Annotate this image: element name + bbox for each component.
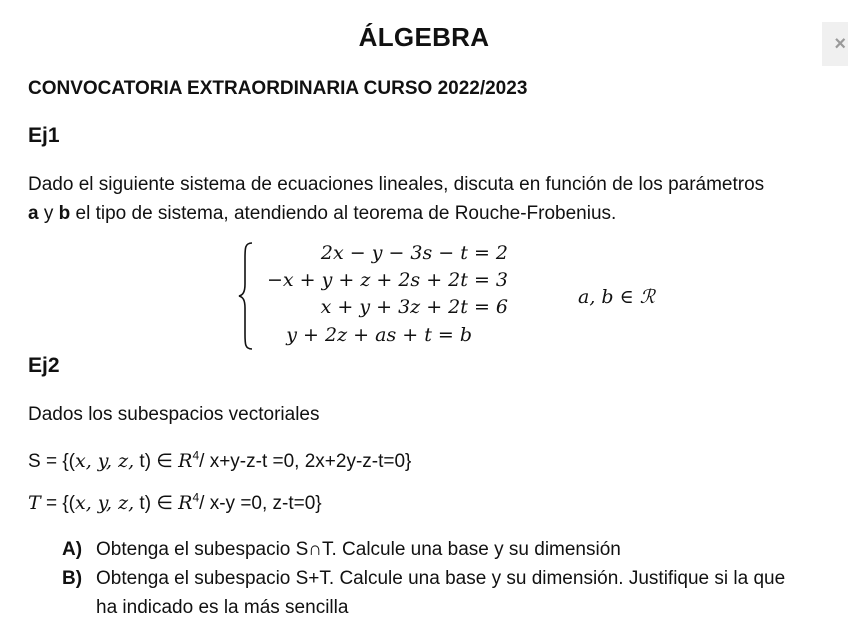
set-t-prefix: = {( xyxy=(40,493,76,514)
ej2-heading: Ej2 xyxy=(28,354,60,377)
text-y: y xyxy=(38,203,59,224)
ej1-paragraph-line1: Dado el siguiente sistema de ecuaciones lineales, discuta en función de los parámetros xyxy=(28,174,765,195)
param-a-bold: a xyxy=(28,203,39,224)
equation-1: 2x − y − 3s − t = 2 xyxy=(320,242,508,264)
set-s-prefix: S = {( xyxy=(28,451,75,472)
ej1-paragraph-line2 xyxy=(28,203,616,225)
equation-4: y + 2z + as + t = b xyxy=(286,324,472,346)
parameter-domain: a, b ∈ ℛ xyxy=(578,286,655,308)
ej1-paragraph-rest: el tipo de sistema, atendiendo al teorema de Rouche-Frobenius. xyxy=(70,203,617,224)
item-text: Obtenga el subespacio S∩T. Calcule una base y su dimensión xyxy=(96,539,621,560)
set-s-definition xyxy=(28,450,411,473)
exam-subtitle: CONVOCATORIA EXTRAORDINARIA CURSO 2022/2023 xyxy=(28,78,528,99)
set-s-vars: x, y, z, xyxy=(75,450,135,472)
set-t-name: T xyxy=(28,492,41,514)
item-label: A) xyxy=(62,539,83,560)
item-text: Obtenga el subespacio S+T. Calcule una base y su dimensión. Justifique si la que xyxy=(96,568,786,589)
page-title: ÁLGEBRA xyxy=(358,22,490,52)
set-t-mid: t) ∈ xyxy=(134,493,179,514)
list-item xyxy=(62,568,785,590)
left-brace-icon xyxy=(238,240,254,352)
set-t-exponent: 4 xyxy=(192,490,200,505)
equation-2: −x + y + z + 2s + 2t = 3 xyxy=(266,269,508,291)
set-t-definition xyxy=(28,492,322,515)
set-s-mid: t) ∈ xyxy=(134,451,179,472)
set-t-space: R xyxy=(178,492,193,514)
set-t-condition: / x-y =0, z-t=0} xyxy=(199,493,322,514)
item-text-continuation: ha indicado es la más sencilla xyxy=(96,597,349,618)
equation-3: x + y + 3z + 2t = 6 xyxy=(320,296,508,318)
set-t-vars: x, y, z, xyxy=(75,492,135,514)
set-s-exponent: 4 xyxy=(192,448,200,463)
set-s-condition: / x+y-z-t =0, 2x+2y-z-t=0} xyxy=(199,451,412,472)
set-s-space: R xyxy=(178,450,193,472)
close-icon[interactable]: × xyxy=(822,22,848,66)
ej1-heading: Ej1 xyxy=(28,124,60,147)
equation-system xyxy=(238,240,508,352)
param-b-bold: b xyxy=(58,203,71,224)
list-item xyxy=(62,539,621,561)
item-label: B) xyxy=(62,568,83,589)
ej2-intro: Dados los subespacios vectoriales xyxy=(28,404,320,425)
